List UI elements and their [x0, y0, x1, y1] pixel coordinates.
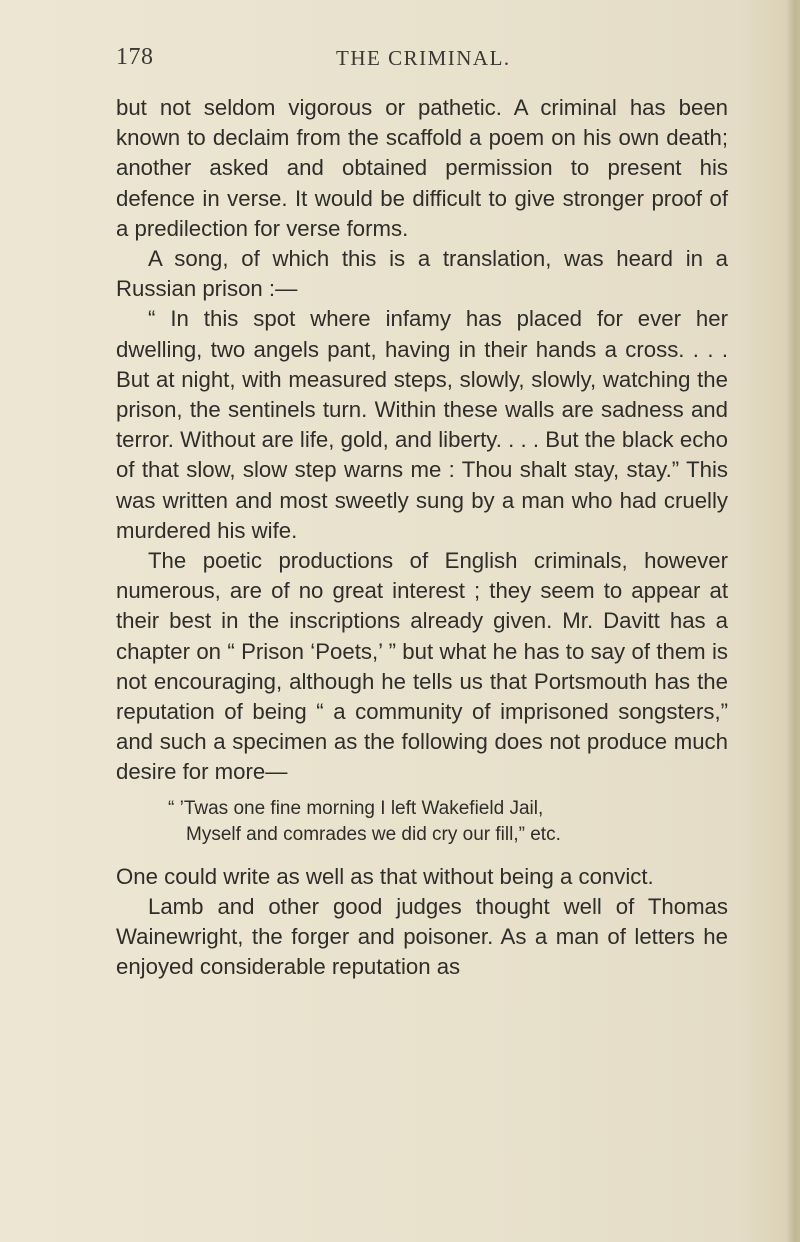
- verse-line-2: Myself and comrades we did cry our fill,” etc.: [186, 823, 561, 845]
- paragraph-4: The poetic productions of English criminals, however numerous, are of no great interest ; they seem to appear at their best in the inscriptions already given. Mr. Davitt has a chapter on “ Prison ‘Poets,’ ” but what he has to say of them is not encouraging, although he tells us that Portsmouth has the reputation of being “ a community of imprisoned songsters,” and such a specimen as the following does not produce much desire for more—: [116, 548, 728, 785]
- verse-quotation: [116, 796, 728, 848]
- paragraph-2: A song, of which this is a translation, was heard in a Russian prison :—: [116, 246, 728, 302]
- page-edge: [786, 0, 800, 1242]
- body-text: [116, 93, 728, 982]
- page-number: 178: [116, 44, 154, 70]
- paragraph-1: but not seldom vigorous or pathetic. A criminal has been known to declaim from the scaffold a poem on his own death; another asked and obtained permission to present his defence in verse. It would be difficult to give stronger proof of a predilection for verse forms.: [116, 95, 728, 241]
- page-header: [116, 44, 720, 76]
- verse-line-1: “ ’Twas one fine morning I left Wakefield Jail,: [168, 797, 544, 819]
- paragraph-3: “ In this spot where infamy has placed for ever her dwelling, two angels pant, having in their hands a cross. . . . But at night, with measured steps, slowly, slowly, watching the prison, the sentinels turn. Within these walls are sadness and terror. Without are life, gold, and liberty. . . . But the black echo of that slow, slow step warns me : Thou shalt stay, stay.” This was written and most sweetly sung by a man who had cruelly murdered his wife.: [116, 306, 728, 543]
- paragraph-6: Lamb and other good judges thought well of Thomas Wainewright, the forger and poisoner. As a man of letters he enjoyed considerable reputation as: [116, 893, 728, 980]
- paragraph-5: One could write as well as that without being a convict.: [116, 863, 654, 889]
- running-head: THE CRIMINAL.: [336, 46, 511, 70]
